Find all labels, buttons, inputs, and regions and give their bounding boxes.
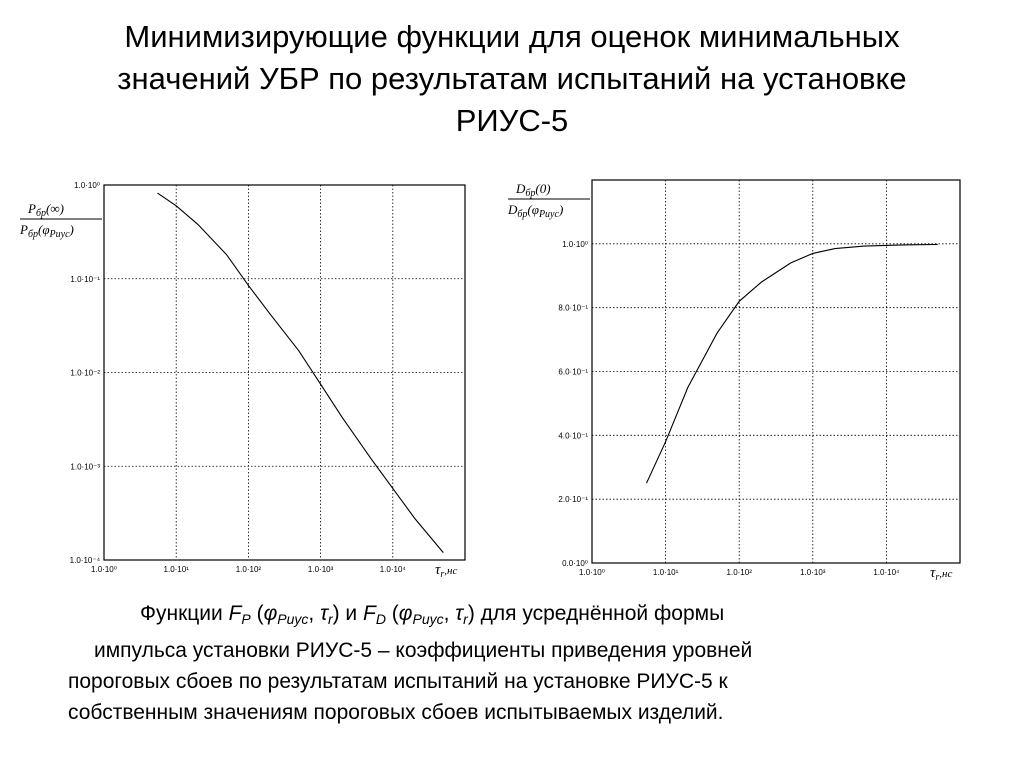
title-line-1: Минимизирующие функции для оценок минимальных: [124, 19, 900, 54]
caption-tau-sub: r: [463, 611, 468, 627]
caption-fp: F: [228, 602, 242, 625]
caption-phi-sub: Риус: [277, 611, 309, 627]
y-label-den-sub: бр: [517, 209, 528, 220]
x-axis-label-sub: r: [935, 572, 940, 583]
y-label-num-sub: бр: [35, 208, 46, 219]
caption-comma: ,: [308, 602, 321, 625]
x-axis-label: [930, 565, 952, 583]
caption-phi: φ: [398, 602, 413, 625]
y-label-den-arg-sub: Риус: [49, 229, 70, 240]
chart-1-group: [507, 180, 960, 583]
y-tick-label: 2.0·10⁻¹: [558, 495, 588, 505]
y-label-den-close: ): [558, 202, 564, 217]
y-label-num-sub: бр: [525, 188, 536, 199]
y-label-num-symbol: D: [516, 181, 526, 196]
y-tick-label: 4.0·10⁻¹: [558, 431, 588, 441]
x-tick-label: 1.0·10³: [800, 568, 826, 577]
y-label-den-sub: бр: [27, 229, 38, 240]
x-tick-label: 1.0·10⁰: [91, 565, 117, 574]
x-axis-label-unit: ,нс: [939, 568, 953, 580]
x-axis-label-symbol: τ: [930, 565, 936, 581]
x-axis-label-sub: r: [440, 569, 445, 580]
title-line-2: значений УБР по результатам испытаний на установке: [117, 61, 907, 96]
caption-paren: (: [250, 602, 264, 625]
y-axis-label-numerator: [515, 181, 551, 199]
caption-phi-sub: Риус: [412, 611, 444, 627]
x-tick-label: 1.0·10⁴: [873, 568, 900, 577]
caption-text: Функции: [140, 602, 229, 625]
y-tick-label: 1.0·10⁻⁴: [69, 556, 100, 565]
y-axis-label-denominator: [507, 202, 563, 220]
caption-line-4: собственным значениям пороговых сбоев испытываемых изделий.: [68, 701, 724, 724]
y-tick-label: 1.0·10⁻¹: [70, 274, 100, 284]
caption-fp-sub: P: [241, 611, 251, 627]
caption-text: ) для усреднённой формы: [467, 602, 725, 625]
caption-fd-sub: D: [375, 611, 386, 627]
y-label-num-arg: (0): [535, 181, 551, 196]
caption-paren: (: [385, 602, 399, 625]
y-tick-label: 1.0·10⁰: [74, 181, 100, 190]
y-tick-label: 8.0·10⁻¹: [558, 303, 588, 313]
caption-line-1: [60, 598, 1000, 635]
y-tick-label: 1.0·10⁻³: [70, 462, 100, 472]
x-tick-label: 1.0·10⁴: [379, 565, 406, 574]
x-axis-label-symbol: τ: [435, 562, 441, 578]
y-label-num-symbol: P: [28, 201, 36, 216]
series-line: [647, 245, 938, 484]
slide-caption: [60, 598, 1000, 728]
x-tick-label: 1.0·10⁰: [579, 568, 605, 577]
caption-tau: τ: [320, 602, 328, 625]
y-tick-label: 1.0·10⁰: [562, 239, 588, 249]
caption-line-3: пороговых сбоев по результатам испытаний на установке РИУС-5 к: [68, 670, 728, 693]
y-tick-label: 6.0·10⁻¹: [558, 367, 588, 377]
y-tick-label: 0.0·10⁰: [562, 559, 588, 568]
y-label-den-arg: (φ: [527, 202, 539, 217]
caption-tau-sub: r: [327, 611, 333, 627]
y-label-den-arg-sub: Риус: [538, 209, 559, 220]
x-tick-label: 1.0·10³: [307, 565, 334, 574]
caption-and: ) и: [332, 602, 364, 625]
title-line-3: РИУС-5: [455, 103, 569, 138]
caption-phi: φ: [263, 602, 278, 625]
x-tick-label: 1.0·10²: [235, 565, 262, 574]
caption-fd: F: [363, 602, 376, 625]
caption-comma: ,: [443, 602, 456, 625]
y-label-den-close: ): [69, 222, 74, 237]
caption-tau: τ: [455, 602, 464, 625]
x-axis-label-unit: ,нс: [444, 565, 458, 577]
x-tick-label: 1.0·10¹: [163, 565, 189, 574]
y-label-den-arg: (φ: [37, 222, 50, 237]
y-label-num-arg: (∞): [45, 201, 64, 216]
x-tick-label: 1.0·10¹: [652, 568, 679, 577]
y-label-den-symbol: D: [508, 202, 518, 217]
caption-line-2: импульса установки РИУС-5 – коэффициенты приведения уровней: [94, 639, 753, 662]
x-tick-label: 1.0·10²: [726, 568, 752, 577]
y-tick-label: 1.0·10⁻²: [70, 368, 100, 378]
y-label-den-symbol: P: [20, 222, 28, 237]
